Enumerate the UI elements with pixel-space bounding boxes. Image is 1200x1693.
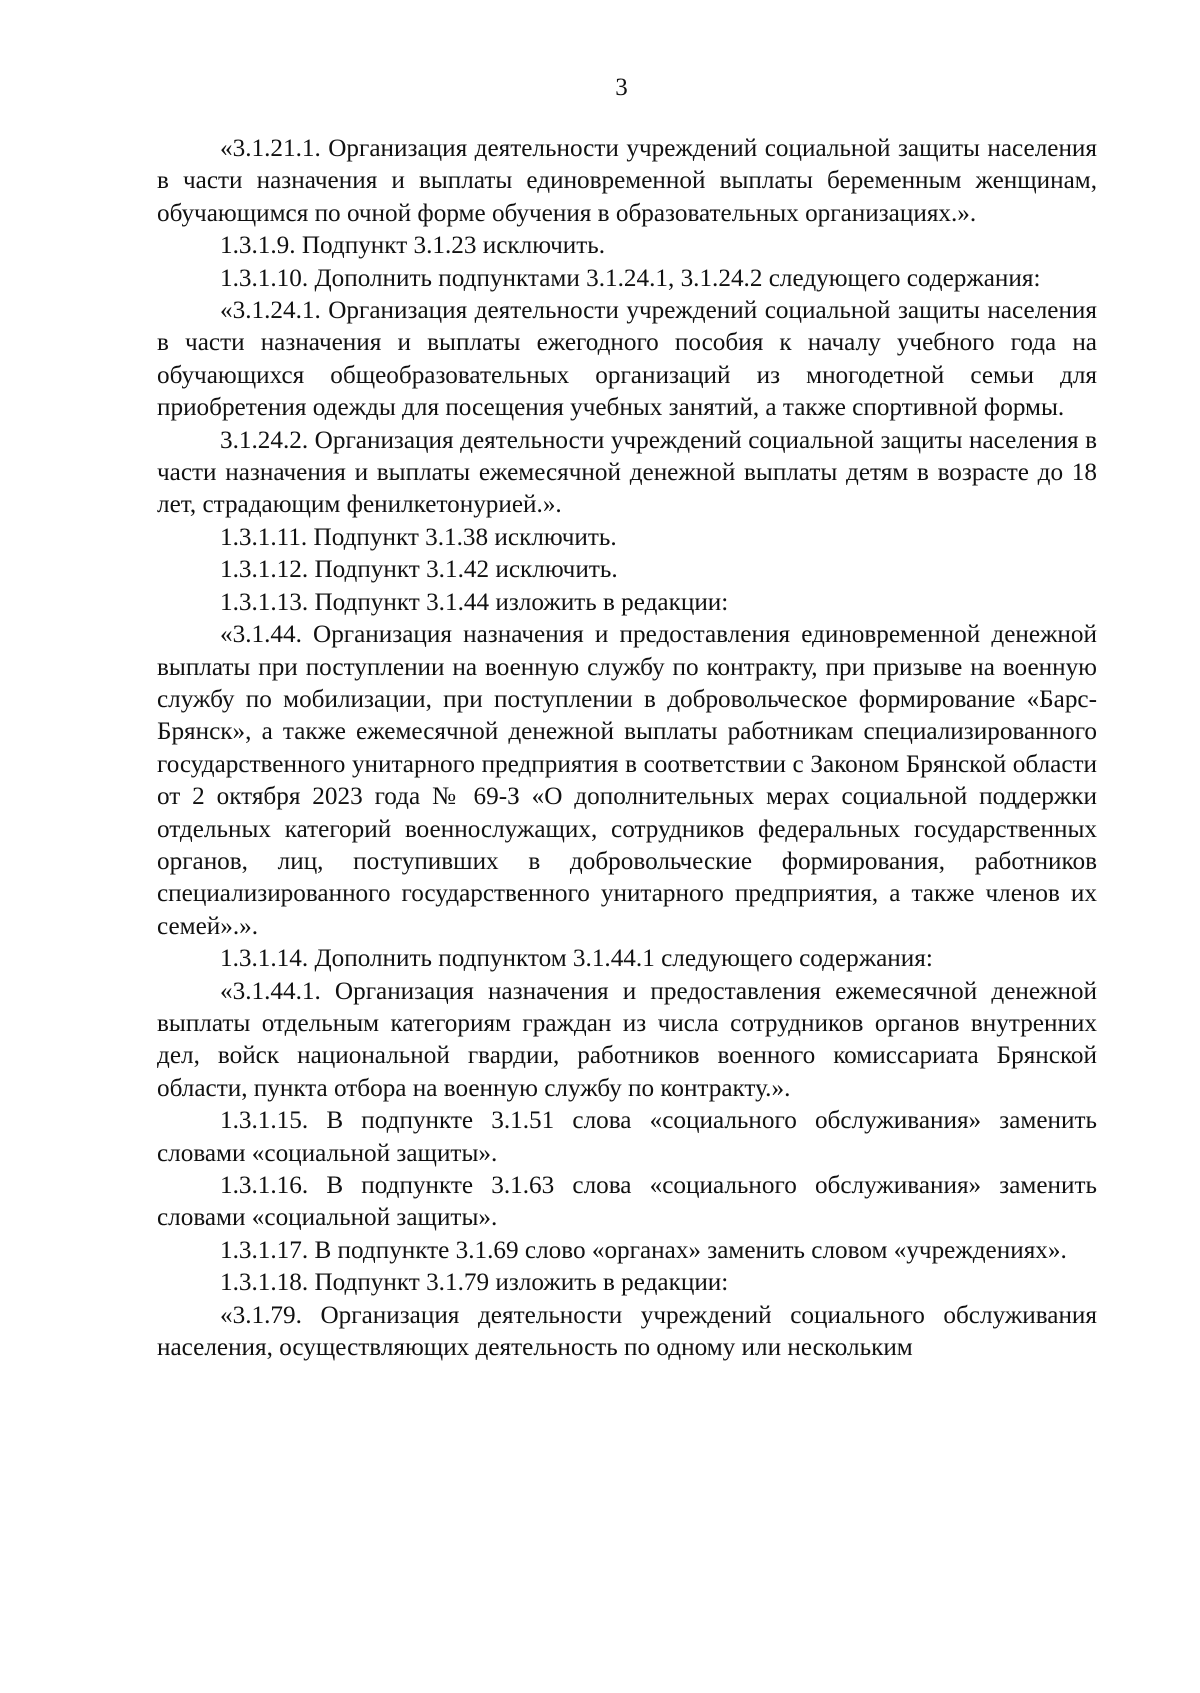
paragraph-3-1-24-2: 3.1.24.2. Организация деятельности учреждений социальной защиты населения в части назначения и выплаты ежемесячной денежной выплаты детям в возрасте до 18 лет, страдающим фенилкетонурией.». [157, 426, 1097, 519]
paragraph-1-3-1-18: 1.3.1.18. Подпункт 3.1.79 изложить в редакции: [220, 1269, 729, 1297]
paragraph-1-3-1-16: 1.3.1.16. В подпункте 3.1.63 слова «социального обслуживания» заменить словами «социальной защиты». [157, 1172, 1097, 1232]
paragraph-1-3-1-9: 1.3.1.9. Подпункт 3.1.23 исключить. [220, 232, 606, 260]
document-body [157, 133, 1097, 1364]
paragraph-quote-3-1-21-1: «3.1.21.1. Организация деятельности учреждений социальной защиты населения в части назначения и выплаты единовременной выплаты беременным женщинам, обучающимся по очной форме обучения в образовательных организациях.». [157, 135, 1097, 227]
paragraph-1-3-1-13: 1.3.1.13. Подпункт 3.1.44 изложить в редакции: [220, 588, 729, 616]
paragraph-1-3-1-14: 1.3.1.14. Дополнить подпунктом 3.1.44.1 следующего содержания: [220, 945, 933, 973]
paragraph-quote-3-1-44-1: «3.1.44.1. Организация назначения и предоставления ежемесячной денежной выплаты отдельным категориям граждан из числа сотрудников органов внутренних дел, войск национальной гвардии, работников военного комиссариата Брянской области, пункта отбора на военную службу по контракту.». [157, 977, 1097, 1102]
paragraph-quote-3-1-44: «3.1.44. Организация назначения и предоставления единовременной денежной выплаты при поступлении на военную службу по контракту, при призыве на военную службу по мобилизации, при поступлении в добровольческое формирование «Барс-Брянск», а также ежемесячной денежной выплаты работникам специализированного государственного унитарного предприятия в соответствии с Законом Брянской области от 2 октября 2023 года № 69-З «О дополнительных мерах социальной поддержки отдельных категорий военнослужащих, сотрудников федеральных государственных органов, лиц, поступивших в добровольческие формирования, работников специализированного государственного унитарного предприятия, а также членов их семей».». [157, 621, 1097, 940]
paragraph-1-3-1-11: 1.3.1.11. Подпункт 3.1.38 исключить. [220, 523, 617, 551]
paragraph-1-3-1-15: 1.3.1.15. В подпункте 3.1.51 слова «социального обслуживания» заменить словами «социальной защиты». [157, 1107, 1097, 1167]
paragraph-1-3-1-12: 1.3.1.12. Подпункт 3.1.42 исключить. [220, 556, 618, 584]
paragraph-quote-3-1-79: «3.1.79. Организация деятельности учреждений социального обслуживания населения, осуществляющих деятельность по одному или нескольким [157, 1301, 1097, 1362]
paragraph-quote-3-1-24-1: «3.1.24.1. Организация деятельности учреждений социальной защиты населения в части назначения и выплаты ежегодного пособия к началу учебного года на обучающихся общеобразовательных организаций из многодетной семьи для приобретения одежды для посещения учебных занятий, а также спортивной формы. [157, 297, 1097, 422]
page-number: 3 [615, 74, 628, 101]
paragraph-1-3-1-17: 1.3.1.17. В подпункте 3.1.69 слово «органах» заменить словом «учреждениях». [220, 1236, 1067, 1264]
paragraph-1-3-1-10: 1.3.1.10. Дополнить подпунктами 3.1.24.1, 3.1.24.2 следующего содержания: [220, 264, 1041, 292]
